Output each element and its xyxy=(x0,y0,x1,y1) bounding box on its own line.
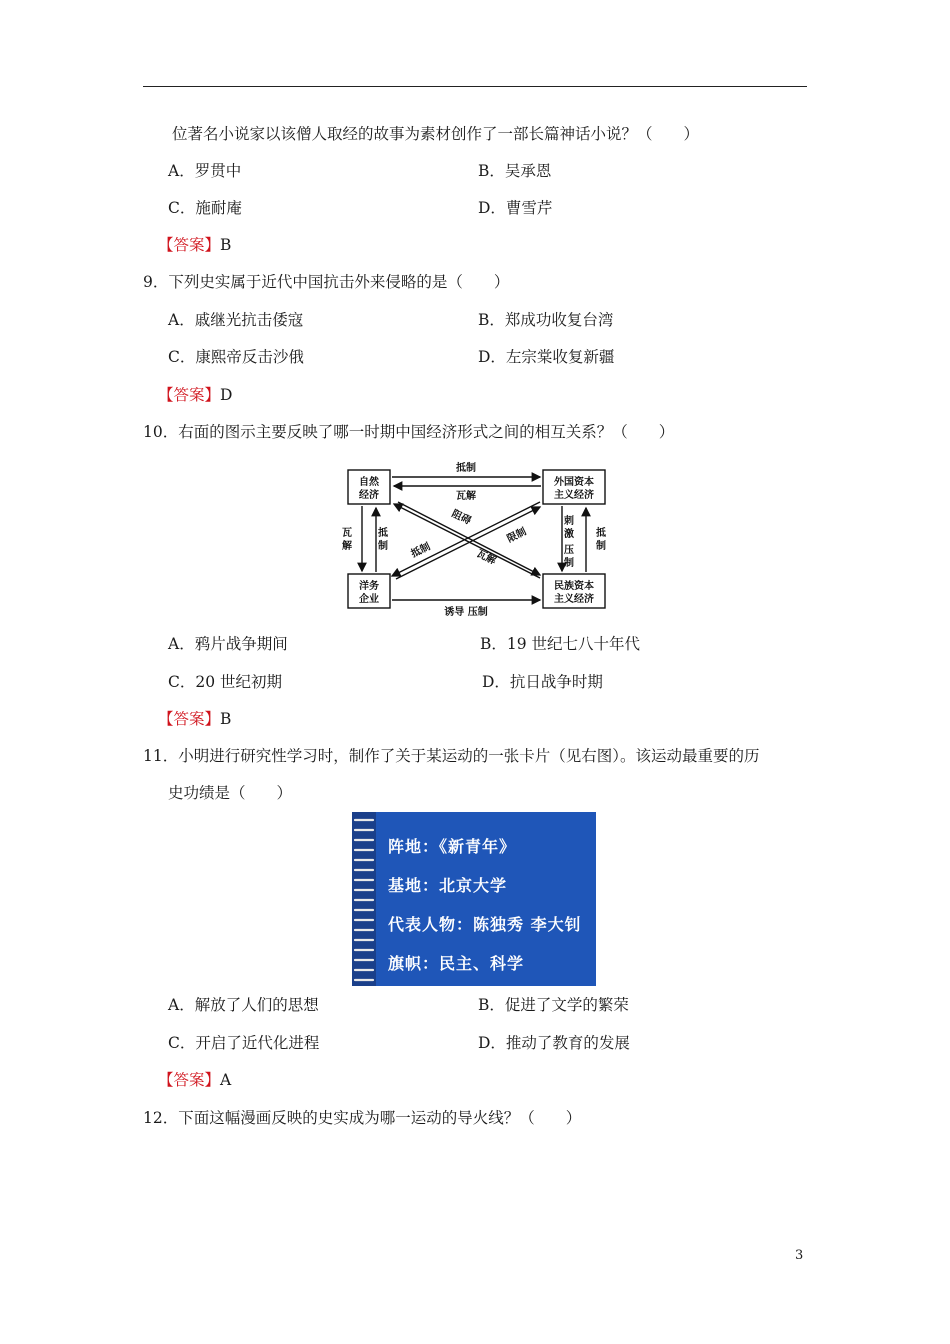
q11-option-a: A．解放了人们的思想 xyxy=(168,996,319,1014)
q8-answer xyxy=(158,235,231,255)
q11-stem-line2: 史功绩是（ ） xyxy=(168,784,293,802)
answer-tag: 【答案】 xyxy=(158,710,221,728)
q8-option-d: D．曹雪芹 xyxy=(478,199,553,217)
label-left-inner-1: 抵 xyxy=(378,528,388,539)
answer-value: B xyxy=(220,236,232,254)
label-right-inner-2: 激 xyxy=(564,529,574,540)
answer-tag: 【答案】 xyxy=(158,236,221,254)
node-natural-line2: 经济 xyxy=(359,490,379,501)
node-foreign-line2: 主义经济 xyxy=(554,490,594,501)
q8-option-b: B．吴承恩 xyxy=(478,162,552,180)
q10-option-a: A．鸦片战争期间 xyxy=(168,635,288,653)
spiral-binding-icon xyxy=(352,812,376,986)
q10-option-d: D．抗日战争时期 xyxy=(482,673,603,691)
answer-value: B xyxy=(220,710,232,728)
label-diag-b: 限制 xyxy=(505,526,529,546)
node-foreign-line1: 外国资本 xyxy=(554,477,594,488)
node-western-line2: 企业 xyxy=(359,594,379,605)
q11-option-d: D．推动了教育的发展 xyxy=(478,1034,630,1052)
q9-option-a: A．戚继光抗击倭寇 xyxy=(168,311,304,329)
node-national-line2: 主义经济 xyxy=(554,594,594,605)
q10-stem: 10．右面的图示主要反映了哪一时期中国经济形式之间的相互关系？（ ） xyxy=(143,423,675,441)
label-right-outer-2: 制 xyxy=(596,541,606,552)
card-line-location: 基地：北京大学 xyxy=(388,876,508,895)
q9-stem: 9．下列史实属于近代中国抗击外来侵略的是（ ） xyxy=(143,273,510,291)
card-line-base: 阵地：《新青年》 xyxy=(388,837,517,856)
label-top-upper: 抵制 xyxy=(456,463,476,474)
q11-stem-line1: 11．小明进行研究性学习时，制作了关于某运动的一张卡片（见右图）。该运动最重要的历 xyxy=(143,747,760,765)
q8-option-a: A．罗贯中 xyxy=(168,162,242,180)
q10-option-c: C．20 世纪初期 xyxy=(168,673,283,691)
q9-option-d: D．左宗棠收复新疆 xyxy=(478,348,615,366)
page-number: 3 xyxy=(795,1248,804,1263)
q11-option-b: B．促进了文学的繁荣 xyxy=(478,996,629,1014)
node-natural-line1: 自然 xyxy=(359,477,379,488)
q9-option-c: C．康熙帝反击沙俄 xyxy=(168,348,304,366)
q10-option-b: B．19 世纪七八十年代 xyxy=(480,635,641,653)
answer-tag: 【答案】 xyxy=(158,386,221,404)
q11-answer xyxy=(158,1070,231,1090)
node-national-line1: 民族资本 xyxy=(554,581,594,592)
header-rule xyxy=(143,86,807,87)
answer-tag: 【答案】 xyxy=(158,1071,221,1089)
economy-relation-diagram xyxy=(340,458,620,618)
q12-stem: 12．下面这幅漫画反映的史实成为哪一运动的导火线？（ ） xyxy=(143,1109,582,1127)
label-right-inner-3: 压 xyxy=(564,545,574,556)
label-right-inner-1: 刺 xyxy=(564,516,574,527)
q9-option-b: B．郑成功收复台湾 xyxy=(478,311,614,329)
label-bottom: 诱导 压制 xyxy=(444,607,488,618)
card-line-banner: 旗帜：民主、科学 xyxy=(388,954,525,973)
q10-answer xyxy=(158,709,231,729)
node-western-line1: 洋务 xyxy=(359,581,379,592)
label-left-outer-1: 瓦 xyxy=(342,528,352,539)
q9-answer xyxy=(158,385,232,405)
answer-value: D xyxy=(220,386,233,404)
label-diag-a: 阻碍 xyxy=(449,508,473,528)
card-line-figures: 代表人物：陈独秀 李大钊 xyxy=(388,915,582,934)
label-top-lower: 瓦解 xyxy=(456,491,476,502)
q8-option-c: C．施耐庵 xyxy=(168,199,242,217)
label-left-outer-2: 解 xyxy=(342,541,352,552)
q8-stem: 位著名小说家以该僧人取经的故事为素材创作了一部长篇神话小说？（ ） xyxy=(172,125,700,143)
answer-value: A xyxy=(220,1071,232,1089)
q11-option-c: C．开启了近代化进程 xyxy=(168,1034,320,1052)
label-diag-c: 抵制 xyxy=(409,541,433,561)
movement-card-image xyxy=(352,812,596,986)
label-right-outer-1: 抵 xyxy=(596,528,606,539)
label-diag-d: 瓦解 xyxy=(474,548,498,568)
label-left-inner-2: 制 xyxy=(378,541,388,552)
label-right-inner-4: 制 xyxy=(564,558,574,569)
